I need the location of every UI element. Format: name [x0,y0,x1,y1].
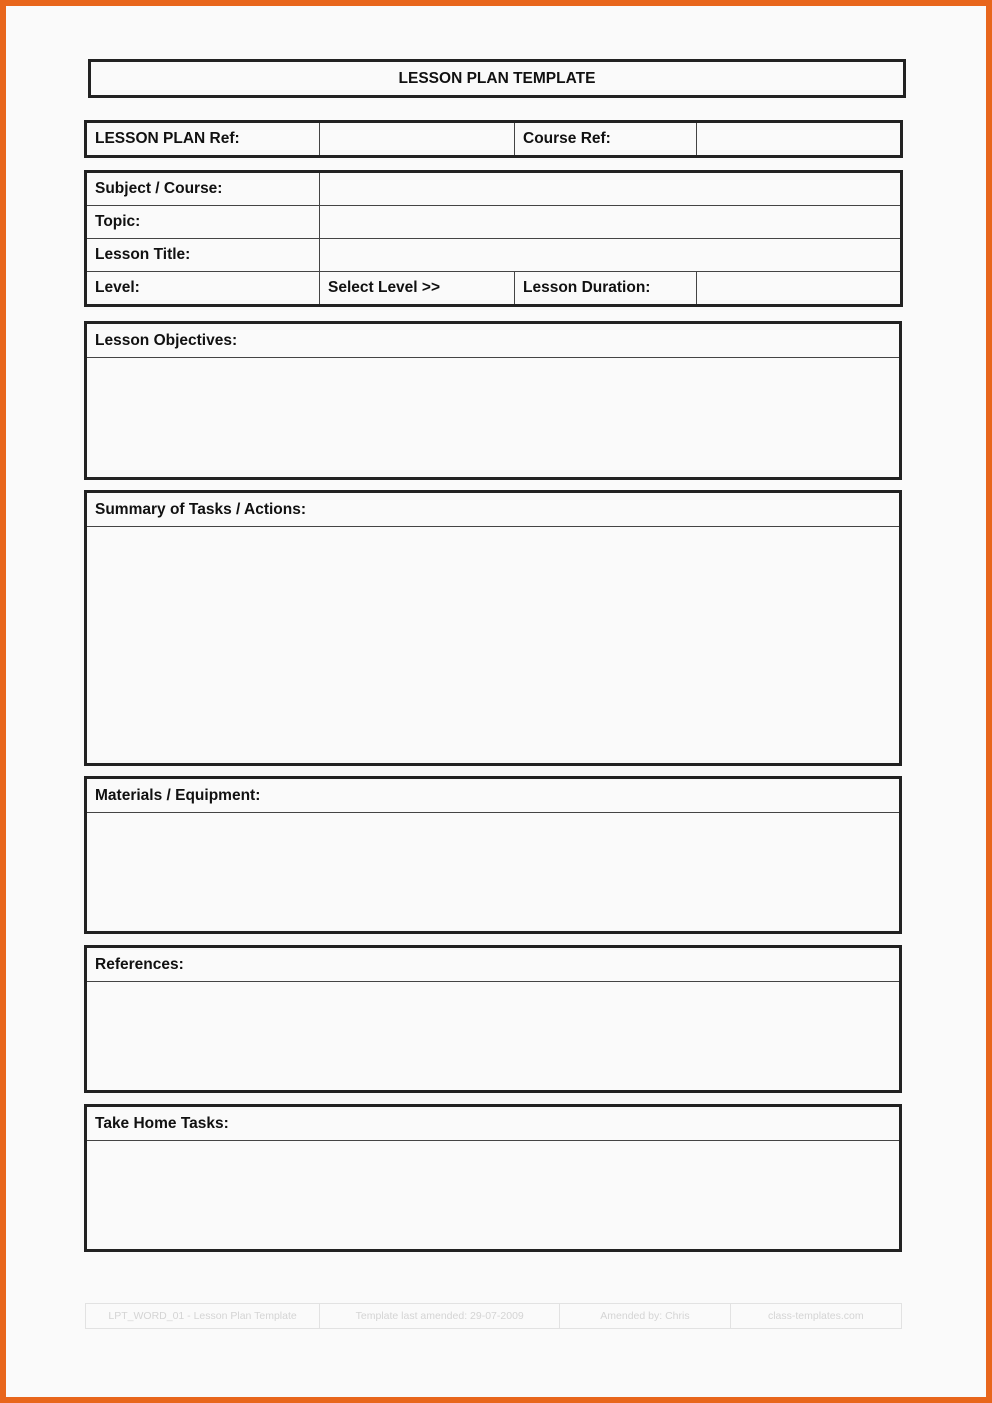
lesson-title-field[interactable] [320,239,902,272]
footer-amended-by: Amended by: Chris [560,1304,730,1328]
topic-field[interactable] [320,206,902,239]
materials-field[interactable] [87,813,899,931]
materials-section [84,776,902,934]
subject-label: Subject / Course: [86,172,320,206]
footer-site: class-templates.com [767,1310,864,1322]
topic-label: Topic: [86,206,320,239]
take-home-section [84,1104,902,1252]
footer-amended-date: Template last amended: 29-07-2009 [320,1304,560,1328]
summary-field[interactable] [87,527,899,763]
summary-section [84,490,902,766]
take-home-heading: Take Home Tasks: [87,1107,899,1141]
document-footer [85,1303,902,1329]
level-select[interactable]: Select Level >> [320,272,515,306]
lesson-objectives-section [84,321,902,480]
materials-heading: Materials / Equipment: [87,779,899,813]
lesson-title-label: Lesson Title: [86,239,320,272]
lesson-plan-ref-field[interactable] [320,122,515,157]
footer-doc-code: LPT_WORD_01 - Lesson Plan Template [86,1304,320,1328]
references-section [84,945,902,1093]
lesson-objectives-heading: Lesson Objectives: [87,324,899,358]
document-page [6,6,986,1397]
lesson-plan-ref-label: LESSON PLAN Ref: [86,122,320,157]
course-ref-field[interactable] [697,122,902,157]
lesson-objectives-field[interactable] [87,358,899,477]
details-table [84,170,903,307]
subject-field[interactable] [320,172,902,206]
lesson-duration-label: Lesson Duration: [515,272,697,306]
reference-table [84,120,903,158]
references-field[interactable] [87,982,899,1090]
course-ref-label: Course Ref: [515,122,697,157]
level-label: Level: [86,272,320,306]
take-home-field[interactable] [87,1141,899,1249]
summary-heading: Summary of Tasks / Actions: [87,493,899,527]
references-heading: References: [87,948,899,982]
lesson-duration-field[interactable] [697,272,902,306]
document-title: LESSON PLAN TEMPLATE [88,59,906,98]
